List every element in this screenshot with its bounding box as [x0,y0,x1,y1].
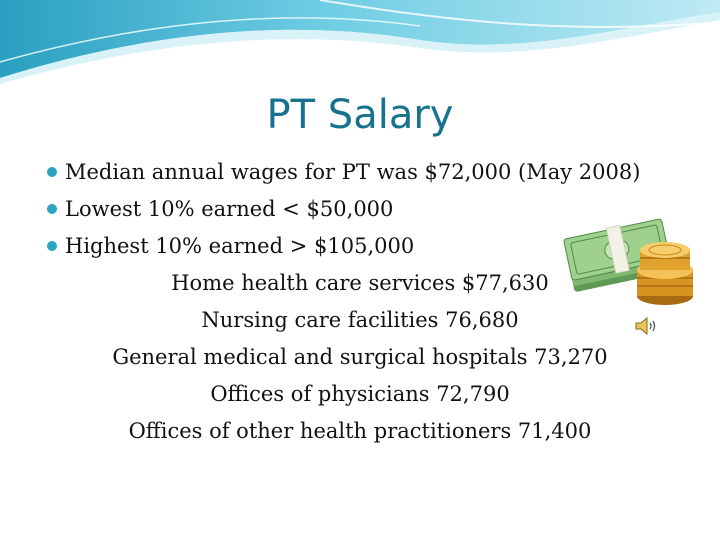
money-and-coins-icon [560,200,700,310]
header-wave-decoration [0,0,720,90]
bullet-dot-icon [47,204,57,214]
bullet-dot-icon [47,167,57,177]
salary-line: Offices of other health practitioners 71,400 [128,419,592,443]
salary-line: General medical and surgical hospitals 73,270 [112,345,608,369]
bullet-item [47,154,640,191]
speaker-sound-icon[interactable] [634,316,660,336]
bullet-text: Highest 10% earned > $105,000 [65,234,415,258]
salary-line: Nursing care facilities 76,680 [201,308,519,332]
slide-title: PT Salary [266,92,454,138]
bullet-item [47,191,640,228]
bullet-dot-icon [47,241,57,251]
bullet-text: Median annual wages for PT was $72,000 (May 2008) [65,160,641,184]
bullet-text: Lowest 10% earned < $50,000 [65,197,394,221]
bullet-list [47,154,640,265]
salary-line: Home health care services $77,630 [171,271,549,295]
bullet-item [47,228,640,265]
salary-line: Offices of physicians 72,790 [210,382,510,406]
